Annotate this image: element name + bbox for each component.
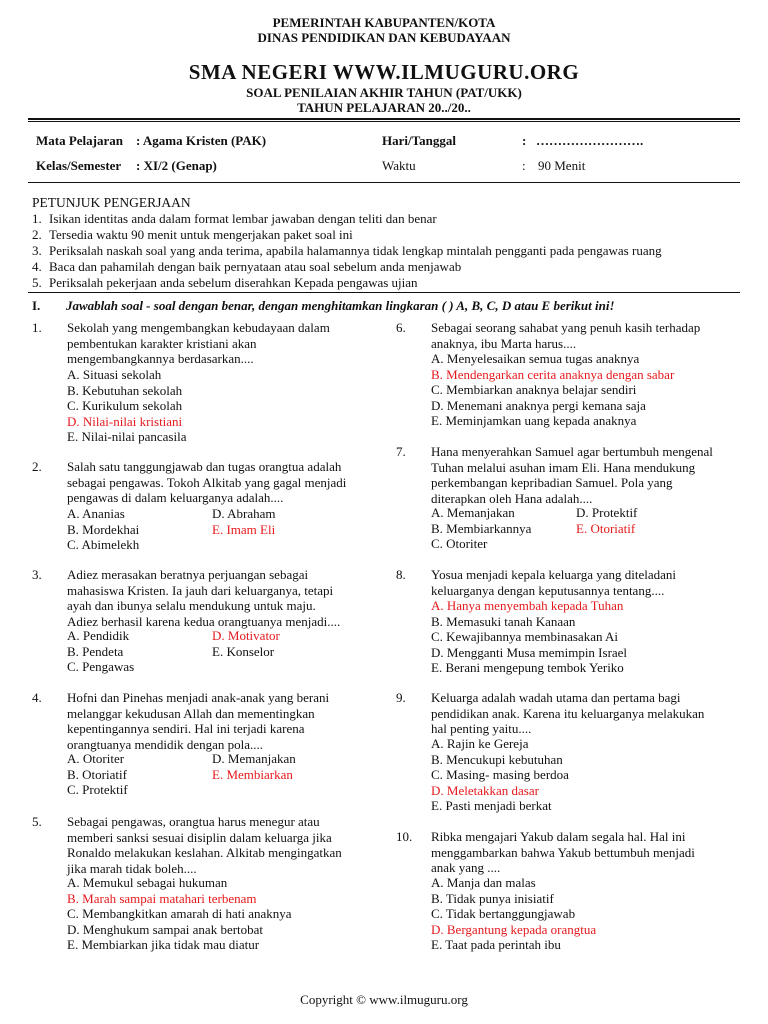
stem-line: pendidikan anak. Karena itu keluarganya melakukan (431, 705, 705, 721)
header-rule-thick (28, 118, 740, 120)
footer-copyright: Copyright © www.ilmuguru.org (300, 992, 468, 1007)
option-c[interactable]: C. Protektif (67, 782, 128, 798)
option-c[interactable]: C. Membiarkan anaknya belajar sendiri (431, 382, 637, 398)
stem-line: pembentukan karakter kristiani akan (67, 335, 257, 351)
question-number: 8. (396, 567, 406, 582)
petunjuk-num: 2. (32, 227, 42, 242)
question-3 (32, 567, 372, 677)
petunjuk-list (32, 211, 744, 291)
info-rule (28, 182, 740, 183)
petunjuk-item (32, 243, 744, 259)
option-d[interactable]: D. Mengganti Musa memimpin Israel (431, 644, 628, 660)
option-d[interactable]: D. Motivator (212, 628, 280, 643)
header-line-1: PEMERINTAH KABUPANTEN/KOTA (272, 15, 496, 30)
question-number: 9. (396, 690, 406, 705)
stem-line: pengawas di dalam keluarganya adalah.... (67, 490, 284, 506)
question-4 (32, 690, 372, 800)
header-line-4: SOAL PENILAIAN AKHIR TAHUN (PAT/UKK) (246, 85, 522, 100)
option-a[interactable]: A. Ananias (67, 506, 125, 521)
question-8 (396, 567, 746, 677)
option-a[interactable]: A. Otoriter (67, 751, 125, 766)
option-c[interactable]: C. Masing- masing berdoa (431, 767, 569, 783)
option-list (431, 505, 721, 552)
question-1 (32, 320, 372, 450)
stem-line: anak yang .... (431, 860, 501, 876)
stem-line: jika marah tidak boleh.... (67, 860, 197, 876)
option-e[interactable]: E. Meminjamkan uang kepada anaknya (431, 413, 637, 429)
option-c[interactable]: C. Otoriter (431, 536, 488, 552)
option-list (67, 628, 357, 675)
option-b[interactable]: B. Otoriatif (67, 766, 127, 782)
option-e[interactable]: E. Imam Eli (212, 521, 276, 537)
stem-line: Yosua menjadi kepala keluarga yang diteladani (431, 567, 677, 582)
option-list (67, 875, 292, 953)
option-b[interactable]: B. Mencukupi kebutuhan (431, 751, 563, 767)
stem-line: keluarganya dengan keputusannya tentang.... (431, 582, 665, 598)
petunjuk-item (32, 259, 744, 275)
option-a[interactable]: A. Situasi sekolah (67, 367, 162, 382)
option-e[interactable]: E. Taat pada perintah ibu (431, 937, 561, 953)
option-list (67, 367, 186, 445)
petunjuk-num: 1. (32, 211, 42, 226)
petunjuk-item (32, 227, 744, 243)
waktu-sep: : (522, 158, 526, 173)
kelas-value: : XI/2 (Genap) (136, 158, 217, 173)
school-name: SMA NEGERI WWW.ILMUGURU.ORG (188, 60, 580, 84)
question-6 (396, 320, 746, 430)
option-c[interactable]: C. Abimelekh (67, 537, 140, 553)
option-c[interactable]: C. Tidak bertanggungjawab (431, 906, 576, 922)
kelas-label: Kelas/Semester (36, 158, 122, 173)
question-stem (431, 320, 731, 351)
option-b[interactable]: B. Mendengarkan cerita anaknya dengan sabar (431, 366, 675, 382)
option-b[interactable]: B. Tidak punya inisiatif (431, 890, 554, 906)
hari-label: Hari/Tanggal (382, 133, 456, 148)
option-a[interactable]: A. Manja dan malas (431, 875, 536, 890)
stem-line: menggambarkan bahwa Yakub bettumbuh menjadi (431, 844, 695, 860)
option-d[interactable]: D. Nilai-nilai kristiani (67, 413, 183, 429)
option-e[interactable]: E. Pasti menjadi berkat (431, 798, 552, 814)
stem-line: anaknya, ibu Marta harus.... (431, 335, 577, 351)
option-list (431, 875, 596, 953)
waktu-label: Waktu (382, 158, 416, 173)
question-stem (67, 814, 367, 876)
option-e[interactable]: E. Berani mengepung tembok Yeriko (431, 660, 624, 676)
question-number: 5. (32, 814, 42, 829)
option-d[interactable]: D. Protektif (576, 505, 638, 520)
section-number: I. (32, 298, 41, 313)
stem-line: Sebagai seorang sahabat yang penuh kasih terhadap (431, 320, 701, 335)
stem-line: memberi sanksi sesuai disiplin dalam keluarga jika (67, 829, 332, 845)
question-7 (396, 444, 746, 554)
option-d[interactable]: D. Bergantung kepada orangtua (431, 921, 597, 937)
petunjuk-text: Periksalah pekerjaan anda sebelum diserahkan Kepada pengawas ujian (49, 275, 418, 290)
option-e[interactable]: E. Nilai-nilai pancasila (67, 429, 187, 445)
mapel-value: : Agama Kristen (PAK) (136, 133, 267, 148)
waktu-value: 90 Menit (538, 158, 586, 173)
question-10 (396, 829, 746, 954)
option-a[interactable]: A. Memukul sebagai hukuman (67, 875, 228, 890)
stem-line: ayah dan ibunya selalu mendukung untuk maju. (67, 598, 316, 614)
option-c[interactable]: C. Kurikulum sekolah (67, 398, 183, 414)
question-stem (67, 567, 367, 629)
question-stem (67, 690, 367, 752)
question-stem (431, 690, 731, 737)
question-number: 10. (396, 829, 413, 844)
option-list (431, 598, 627, 676)
option-b[interactable]: B. Pendeta (67, 643, 124, 659)
option-b[interactable]: B. Memasuki tanah Kanaan (431, 613, 576, 629)
petunjuk-num: 3. (32, 243, 42, 258)
stem-line: orangtuanya mendidik dengan pola.... (67, 736, 264, 752)
option-a[interactable]: A. Rajin ke Gereja (431, 736, 529, 751)
stem-line: Ribka mengajari Yakub dalam segala hal. Hal ini (431, 829, 686, 844)
stem-line: Salah satu tanggungjawab dan tugas orangtua adalah (67, 459, 342, 474)
petunjuk-text: Isikan identitas anda dalam format lembar jawaban dengan teliti dan benar (49, 211, 437, 226)
question-number: 6. (396, 320, 406, 335)
question-number: 3. (32, 567, 42, 582)
option-b[interactable]: B. Marah sampai matahari terbenam (67, 890, 257, 906)
option-list (67, 506, 357, 553)
option-d[interactable]: D. Menghukum sampai anak bertobat (67, 921, 264, 937)
petunjuk-item (32, 275, 744, 291)
question-stem (431, 829, 731, 876)
header-line-5: TAHUN PELAJARAN 20../20.. (297, 100, 471, 115)
option-a[interactable]: A. Pendidik (67, 628, 130, 643)
option-e[interactable]: E. Membiarkan (212, 766, 293, 782)
option-e[interactable]: E. Membiarkan jika tidak mau diatur (67, 937, 260, 953)
question-number: 2. (32, 459, 42, 474)
petunjuk-title: PETUNJUK PENGERJAAN (32, 195, 191, 210)
petunjuk-text: Tersedia waktu 90 menit untuk mengerjakan paket soal ini (49, 227, 353, 242)
stem-line: sebagai pengawas. Tokoh Alkitab yang gagal menjadi (67, 474, 347, 490)
option-c[interactable]: C. Kewajibannya membinasakan Ai (431, 629, 619, 645)
question-stem (431, 444, 731, 506)
option-e[interactable]: E. Otoriatif (576, 520, 636, 536)
stem-line: diterapkan oleh Hana adalah.... (431, 490, 593, 506)
stem-line: Sekolah yang mengembangkan kebudayaan dalam (67, 320, 330, 335)
option-d[interactable]: D. Meletakkan dasar (431, 782, 539, 798)
petunjuk-item (32, 211, 744, 227)
option-c[interactable]: C. Pengawas (67, 659, 135, 675)
stem-line: mengembangkannya berdasarkan.... (67, 351, 254, 367)
hari-value: ……………………. (536, 133, 644, 148)
stem-line: Sebagai pengawas, orangtua harus menegur atau (67, 814, 320, 829)
petunjuk-num: 4. (32, 259, 42, 274)
stem-line: melanggar kekudusan Allah dan mementingkan (67, 705, 315, 721)
stem-line: mahasiswa Kristen. Ia jauh dari keluarganya, tetapi (67, 582, 334, 598)
question-number: 7. (396, 444, 406, 459)
stem-line: Adiez merasakan beratnya perjuangan sebagai (67, 567, 309, 582)
option-d[interactable]: D. Memanjakan (212, 751, 296, 766)
stem-line: Hofni dan Pinehas menjadi anak-anak yang berani (67, 690, 330, 705)
stem-line: Tuhan melalui asuhan imam Eli. Hana mendukung (431, 459, 696, 475)
question-5 (32, 814, 372, 954)
header-line-2: DINAS PENDIDIKAN DAN KEBUDAYAAN (257, 30, 511, 45)
hari-sep: : (522, 133, 527, 148)
option-c[interactable]: C. Membangkitkan amarah di hati anaknya (67, 906, 292, 922)
stem-line: Hana menyerahkan Samuel agar bertumbuh mengenal (431, 444, 713, 459)
stem-line: Ronaldo melakukan keslahan. Alkitab mengingatkan (67, 845, 342, 861)
option-b[interactable]: B. Kebutuhan sekolah (67, 382, 183, 398)
section-rule (28, 292, 740, 293)
option-list (431, 736, 569, 814)
header-rule-thin (28, 121, 740, 122)
option-d[interactable]: D. Abraham (212, 506, 276, 521)
petunjuk-num: 5. (32, 275, 42, 290)
option-list (431, 351, 674, 429)
option-b[interactable]: B. Membiarkannya (431, 520, 532, 536)
stem-line: Adiez berhasil karena kedua orangtuanya menjadi.... (67, 613, 341, 629)
question-number: 1. (32, 320, 42, 335)
option-a[interactable]: A. Hanya menyembah kepada Tuhan (431, 598, 624, 613)
option-d[interactable]: D. Menemani anaknya pergi kemana saja (431, 397, 646, 413)
option-list (67, 751, 357, 798)
stem-line: Keluarga adalah wadah utama dan pertama bagi (431, 690, 681, 705)
option-b[interactable]: B. Mordekhai (67, 521, 140, 537)
section-instruction: Jawablah soal - soal dengan benar, dengan menghitamkan lingkaran ( ) A, B, C, D atau E berikut ini! (66, 298, 615, 313)
petunjuk-text: Periksalah naskah soal yang anda terima, apabila halamannya tidak lengkap mintalah pengganti pada pengawas ruang (49, 243, 662, 258)
mapel-label: Mata Pelajaran (36, 133, 124, 148)
petunjuk-text: Baca dan pahamilah dengan baik pernyataan atau soal sebelum anda menjawab (49, 259, 462, 274)
option-a[interactable]: A. Memanjakan (431, 505, 515, 520)
question-stem (67, 320, 367, 367)
question-stem (431, 567, 731, 598)
question-number: 4. (32, 690, 42, 705)
stem-line: perkembangan kepribadian Samuel. Pola yang (431, 475, 673, 491)
question-stem (67, 459, 367, 506)
option-e[interactable]: E. Konselor (212, 643, 275, 659)
question-9 (396, 690, 746, 815)
stem-line: hal penting yaitu.... (431, 721, 532, 737)
option-a[interactable]: A. Menyelesaikan semua tugas anaknya (431, 351, 640, 366)
question-2 (32, 459, 372, 559)
stem-line: kepentingannya sendiri. Hal ini terjadi karena (67, 721, 305, 737)
